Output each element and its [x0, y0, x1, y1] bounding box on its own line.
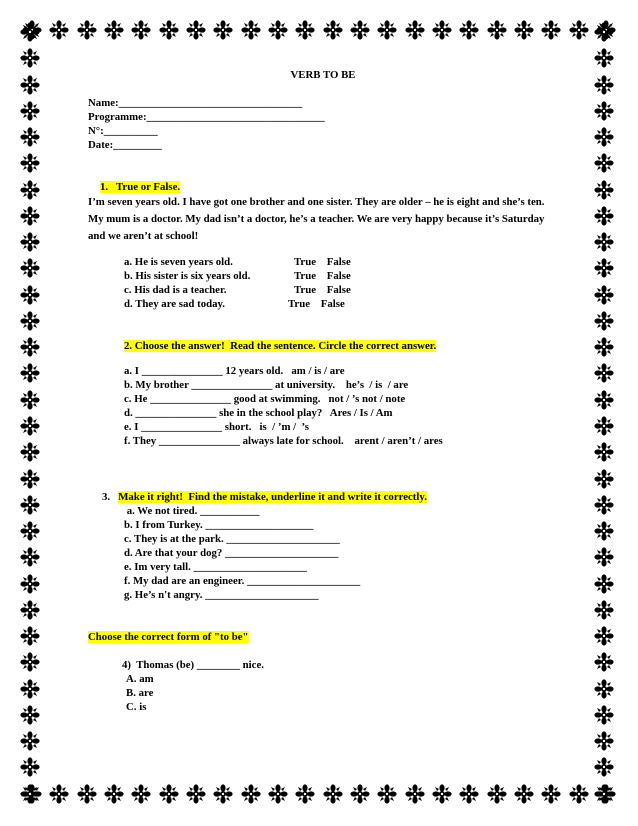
flower-ornament-icon: [20, 258, 40, 278]
flower-ornament-icon: [104, 20, 124, 40]
worksheet: [88, 68, 558, 714]
flower-ornament-icon: [541, 784, 561, 804]
flower-ornament-icon: [487, 20, 507, 40]
decorative-border-right: [594, 22, 618, 804]
flower-ornament-icon: [594, 679, 614, 699]
worksheet-title: VERB TO BE: [290, 69, 356, 81]
flower-ornament-icon: [594, 180, 614, 200]
section3-item[interactable]: a. We not tired. ___________: [124, 505, 260, 517]
flower-ornament-icon: [377, 784, 397, 804]
flower-ornament-icon: [594, 547, 614, 567]
flower-ornament-icon: [594, 101, 614, 121]
flower-ornament-icon: [594, 574, 614, 594]
flower-ornament-icon: [159, 784, 179, 804]
flower-ornament-icon: [514, 784, 534, 804]
flower-ornament-icon: [20, 600, 40, 620]
programme-field[interactable]: Programme:_________________________________: [88, 111, 325, 123]
flower-ornament-icon: [49, 20, 69, 40]
flower-ornament-icon: [20, 731, 40, 751]
flower-ornament-icon: [20, 416, 40, 436]
section4-question: 4) Thomas (be) ________ nice.: [122, 659, 264, 671]
section1-heading: 1. True or False.: [100, 181, 181, 193]
flower-ornament-icon: [131, 784, 151, 804]
flower-ornament-icon: [20, 153, 40, 173]
flower-ornament-icon: [377, 20, 397, 40]
flower-ornament-icon: [20, 48, 40, 68]
section3-item[interactable]: c. They is at the park. _____________________: [124, 533, 340, 545]
flower-ornament-icon: [594, 652, 614, 672]
flower-ornament-icon: [594, 757, 614, 777]
flower-ornament-icon: [594, 337, 614, 357]
flower-ornament-icon: [20, 626, 40, 646]
flower-ornament-icon: [594, 75, 614, 95]
flower-ornament-icon: [20, 311, 40, 331]
tf-options[interactable]: True False: [294, 284, 351, 296]
flower-ornament-icon: [20, 469, 40, 489]
flower-ornament-icon: [459, 784, 479, 804]
flower-ornament-icon: [594, 22, 614, 42]
flower-ornament-icon: [20, 757, 40, 777]
flower-ornament-icon: [20, 180, 40, 200]
flower-ornament-icon: [594, 600, 614, 620]
section4-heading: Choose the correct form of "to be": [88, 631, 249, 643]
flower-ornament-icon: [323, 20, 343, 40]
flower-ornament-icon: [594, 469, 614, 489]
flower-ornament-icon: [20, 363, 40, 383]
flower-ornament-icon: [350, 20, 370, 40]
flower-ornament-icon: [514, 20, 534, 40]
decorative-border-left: [20, 22, 44, 804]
flower-ornament-icon: [594, 127, 614, 147]
section2-item[interactable]: c. He _______________ good at swimming. not / ’s not / note: [124, 393, 406, 405]
section3-item[interactable]: e. Im very tall. _____________________: [124, 561, 307, 573]
flower-ornament-icon: [213, 20, 233, 40]
flower-ornament-icon: [20, 679, 40, 699]
flower-ornament-icon: [20, 22, 40, 42]
flower-ornament-icon: [569, 784, 589, 804]
flower-ornament-icon: [594, 784, 614, 804]
flower-ornament-icon: [20, 75, 40, 95]
flower-ornament-icon: [594, 285, 614, 305]
section3-item[interactable]: b. I from Turkey. ____________________: [124, 519, 314, 531]
flower-ornament-icon: [594, 495, 614, 515]
section2-item[interactable]: e. I _______________ short. is / ’m / ’s: [124, 421, 309, 433]
flower-ornament-icon: [20, 547, 40, 567]
flower-ornament-icon: [213, 784, 233, 804]
flower-ornament-icon: [594, 442, 614, 462]
section3-number: 3.: [102, 491, 111, 503]
tf-item-b: b. His sister is six years old. True False: [124, 270, 351, 282]
flower-ornament-icon: [20, 206, 40, 226]
flower-ornament-icon: [77, 784, 97, 804]
flower-ornament-icon: [20, 390, 40, 410]
flower-ornament-icon: [432, 20, 452, 40]
flower-ornament-icon: [20, 705, 40, 725]
flower-ornament-icon: [405, 784, 425, 804]
section1-passage: I’m seven years old. I have got one brother and one sister. They are older – he is eight and she’s ten. My mum is a doctor. My dad isn’t a doctor, he’s a teacher. We are very happy because it’s Saturday and we aren’t at school!: [88, 196, 545, 242]
flower-ornament-icon: [49, 784, 69, 804]
number-field[interactable]: N°:__________: [88, 125, 158, 137]
flower-ornament-icon: [20, 442, 40, 462]
flower-ornament-icon: [432, 784, 452, 804]
section3-item[interactable]: g. He’s n't angry. _____________________: [124, 589, 319, 601]
flower-ornament-icon: [20, 784, 40, 804]
tf-options[interactable]: True False: [294, 256, 351, 268]
flower-ornament-icon: [104, 784, 124, 804]
tf-item-a: a. He is seven years old. True False: [124, 256, 351, 268]
flower-ornament-icon: [295, 20, 315, 40]
section3-list: [88, 504, 558, 602]
tf-options[interactable]: True False: [294, 270, 351, 282]
flower-ornament-icon: [20, 101, 40, 121]
section2-item[interactable]: b. My brother _______________ at university. he’s / is / are: [124, 379, 409, 391]
flower-ornament-icon: [20, 574, 40, 594]
flower-ornament-icon: [20, 127, 40, 147]
flower-ornament-icon: [131, 20, 151, 40]
flower-ornament-icon: [594, 206, 614, 226]
flower-ornament-icon: [268, 784, 288, 804]
flower-ornament-icon: [350, 784, 370, 804]
option-c[interactable]: C. is: [126, 701, 147, 713]
flower-ornament-icon: [405, 20, 425, 40]
flower-ornament-icon: [20, 521, 40, 541]
flower-ornament-icon: [594, 705, 614, 725]
flower-ornament-icon: [186, 20, 206, 40]
flower-ornament-icon: [594, 258, 614, 278]
section2-heading: 2. Choose the answer! Read the sentence. Circle the correct answer.: [124, 340, 437, 352]
flower-ornament-icon: [323, 784, 343, 804]
flower-ornament-icon: [295, 784, 315, 804]
flower-ornament-icon: [594, 232, 614, 252]
section2-item[interactable]: d. _______________ she in the school play? Ares / Is / Am: [124, 407, 393, 419]
section2-item[interactable]: a. I _______________ 12 years old. am / is / are: [124, 365, 345, 377]
option-a[interactable]: A. am: [126, 673, 154, 685]
flower-ornament-icon: [241, 20, 261, 40]
decorative-border-bottom: [22, 784, 616, 808]
section3-item[interactable]: d. Are that your dog? _____________________: [124, 547, 339, 559]
flower-ornament-icon: [20, 337, 40, 357]
flower-ornament-icon: [594, 731, 614, 751]
flower-ornament-icon: [268, 20, 288, 40]
flower-ornament-icon: [594, 48, 614, 68]
tf-options[interactable]: True False: [288, 298, 345, 310]
flower-ornament-icon: [487, 784, 507, 804]
flower-ornament-icon: [594, 363, 614, 383]
flower-ornament-icon: [77, 20, 97, 40]
flower-ornament-icon: [20, 652, 40, 672]
section4-options: [88, 672, 558, 714]
flower-ornament-icon: [594, 416, 614, 436]
flower-ornament-icon: [594, 390, 614, 410]
decorative-border-top: [22, 20, 616, 44]
tf-item-c: c. His dad is a teacher. True False: [124, 284, 351, 296]
flower-ornament-icon: [541, 20, 561, 40]
section3-heading: Make it right! Find the mistake, underline it and write it correctly.: [118, 491, 427, 503]
flower-ornament-icon: [594, 311, 614, 331]
flower-ornament-icon: [20, 285, 40, 305]
flower-ornament-icon: [20, 495, 40, 515]
flower-ornament-icon: [594, 521, 614, 541]
flower-ornament-icon: [594, 153, 614, 173]
flower-ornament-icon: [569, 20, 589, 40]
name-field[interactable]: Name:__________________________________: [88, 97, 303, 109]
option-b[interactable]: B. are: [126, 687, 154, 699]
flower-ornament-icon: [594, 626, 614, 646]
flower-ornament-icon: [241, 784, 261, 804]
section3-item[interactable]: f. My dad are an engineer. _____________________: [124, 575, 361, 587]
flower-ornament-icon: [159, 20, 179, 40]
tf-item-d: d. They are sad today. True False: [124, 298, 345, 310]
flower-ornament-icon: [20, 232, 40, 252]
section2-item[interactable]: f. They _______________ always late for school. arent / aren’t / ares: [124, 435, 443, 447]
flower-ornament-icon: [186, 784, 206, 804]
section1-list: [88, 255, 558, 311]
flower-ornament-icon: [459, 20, 479, 40]
date-field[interactable]: Date:_________: [88, 139, 162, 151]
section2-list: [88, 364, 558, 448]
